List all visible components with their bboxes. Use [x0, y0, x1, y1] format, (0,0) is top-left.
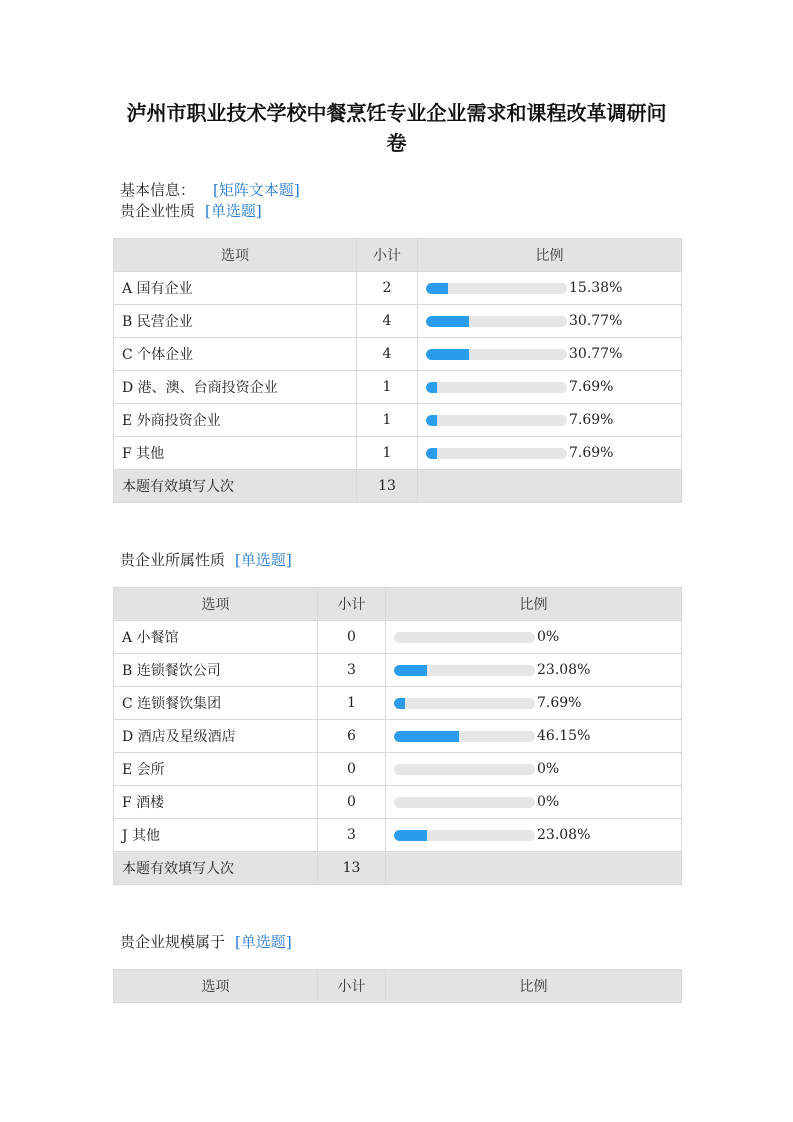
table-row: [114, 654, 682, 687]
basic-info-type-tag[interactable]: [矩阵文本题]: [213, 181, 300, 199]
progress-bar-fill: [394, 698, 405, 709]
total-label: 本题有效填写人次: [114, 852, 318, 885]
progress-bar-track: [394, 830, 535, 841]
progress-bar-fill: [394, 830, 427, 841]
option-percent: 7.69%: [569, 379, 614, 395]
table-header-row: [114, 239, 682, 272]
option-count: 0: [318, 621, 386, 654]
q1-title-line: [120, 201, 262, 221]
q3-result-table: [113, 969, 682, 1003]
table-row: [114, 753, 682, 786]
progress-bar-track: [394, 764, 535, 775]
total-empty-cell: [418, 470, 682, 503]
option-ratio-cell: [418, 404, 682, 437]
option-percent: 23.08%: [537, 827, 591, 843]
total-count: 13: [318, 852, 386, 885]
option-count: 1: [357, 404, 418, 437]
table-row: [114, 371, 682, 404]
header-option: 选项: [114, 588, 318, 621]
total-row: [114, 852, 682, 885]
table-row: [114, 404, 682, 437]
option-percent: 0%: [537, 629, 560, 645]
option-percent: 7.69%: [569, 412, 614, 428]
option-label: F 其他: [114, 437, 357, 470]
progress-bar-track: [426, 283, 567, 294]
progress-bar-track: [426, 448, 567, 459]
progress-bar-fill: [426, 283, 448, 294]
header-count: 小计: [318, 970, 386, 1003]
option-percent: 23.08%: [537, 662, 591, 678]
option-ratio-cell: [418, 272, 682, 305]
table-row: [114, 621, 682, 654]
table-row: [114, 437, 682, 470]
table-header-row: [114, 588, 682, 621]
total-empty-cell: [386, 852, 682, 885]
progress-bar-track: [394, 632, 535, 643]
header-option: 选项: [114, 970, 318, 1003]
basic-info-line: [120, 180, 300, 200]
progress-bar-fill: [426, 316, 469, 327]
q2-result-table: [113, 587, 682, 885]
header-count: 小计: [357, 239, 418, 272]
progress-bar-fill: [426, 382, 437, 393]
option-label: C 个体企业: [114, 338, 357, 371]
option-count: 3: [318, 654, 386, 687]
progress-bar-track: [394, 698, 535, 709]
option-count: 6: [318, 720, 386, 753]
option-label: C 连锁餐饮集团: [114, 687, 318, 720]
table-row: [114, 819, 682, 852]
option-count: 0: [318, 786, 386, 819]
option-count: 1: [357, 371, 418, 404]
option-label: B 连锁餐饮公司: [114, 654, 318, 687]
option-label: A 小餐馆: [114, 621, 318, 654]
option-percent: 15.38%: [569, 280, 623, 296]
header-ratio: 比例: [386, 970, 682, 1003]
progress-bar-fill: [394, 665, 427, 676]
header-count: 小计: [318, 588, 386, 621]
table-header-row: [114, 970, 682, 1003]
option-ratio-cell: [386, 654, 682, 687]
progress-bar-track: [394, 797, 535, 808]
header-ratio: 比例: [418, 239, 682, 272]
option-ratio-cell: [386, 753, 682, 786]
option-label: J 其他: [114, 819, 318, 852]
option-count: 4: [357, 305, 418, 338]
option-label: B 民营企业: [114, 305, 357, 338]
progress-bar-track: [394, 665, 535, 676]
option-label: A 国有企业: [114, 272, 357, 305]
table-row: [114, 786, 682, 819]
header-ratio: 比例: [386, 588, 682, 621]
option-percent: 0%: [537, 761, 560, 777]
option-ratio-cell: [386, 720, 682, 753]
header-option: 选项: [114, 239, 357, 272]
progress-bar-track: [426, 349, 567, 360]
q2-label: 贵企业所属性质: [120, 551, 226, 569]
progress-bar-track: [426, 415, 567, 426]
option-label: E 会所: [114, 753, 318, 786]
basic-info-label: 基本信息：: [120, 181, 196, 199]
progress-bar-track: [426, 382, 567, 393]
q3-label: 贵企业规模属于: [120, 933, 226, 951]
option-percent: 7.69%: [537, 695, 582, 711]
total-label: 本题有效填写人次: [114, 470, 357, 503]
option-label: D 港、澳、台商投资企业: [114, 371, 357, 404]
total-count: 13: [357, 470, 418, 503]
option-ratio-cell: [418, 305, 682, 338]
option-percent: 30.77%: [569, 313, 623, 329]
progress-bar-fill: [394, 731, 459, 742]
option-percent: 46.15%: [537, 728, 591, 744]
option-percent: 30.77%: [569, 346, 623, 362]
option-ratio-cell: [418, 437, 682, 470]
option-label: F 酒楼: [114, 786, 318, 819]
table-row: [114, 338, 682, 371]
option-count: 2: [357, 272, 418, 305]
option-ratio-cell: [386, 687, 682, 720]
q2-title-line: [120, 549, 292, 570]
progress-bar-fill: [426, 415, 437, 426]
table-row: [114, 305, 682, 338]
option-ratio-cell: [386, 621, 682, 654]
option-count: 4: [357, 338, 418, 371]
page-title: 泸州市职业技术学校中餐烹饪专业企业需求和课程改革调研问卷: [126, 101, 667, 155]
q2-type-tag[interactable]: [单选题]: [235, 551, 292, 569]
option-count: 1: [318, 687, 386, 720]
q3-type-tag[interactable]: [单选题]: [235, 933, 292, 951]
option-count: 0: [318, 753, 386, 786]
progress-bar-track: [426, 316, 567, 327]
option-count: 3: [318, 819, 386, 852]
q1-result-table: [113, 238, 682, 503]
option-label: D 酒店及星级酒店: [114, 720, 318, 753]
progress-bar-track: [394, 731, 535, 742]
q1-label: 贵企业性质: [120, 202, 196, 220]
q1-type-tag[interactable]: [单选题]: [205, 202, 262, 220]
progress-bar-fill: [426, 448, 437, 459]
option-ratio-cell: [418, 371, 682, 404]
table-row: [114, 272, 682, 305]
option-count: 1: [357, 437, 418, 470]
total-row: [114, 470, 682, 503]
option-ratio-cell: [418, 338, 682, 371]
table-row: [114, 720, 682, 753]
option-percent: 0%: [537, 794, 560, 810]
option-percent: 7.69%: [569, 445, 614, 461]
q3-title-line: [120, 931, 292, 952]
option-label: E 外商投资企业: [114, 404, 357, 437]
option-ratio-cell: [386, 786, 682, 819]
progress-bar-fill: [426, 349, 469, 360]
option-ratio-cell: [386, 819, 682, 852]
table-row: [114, 687, 682, 720]
